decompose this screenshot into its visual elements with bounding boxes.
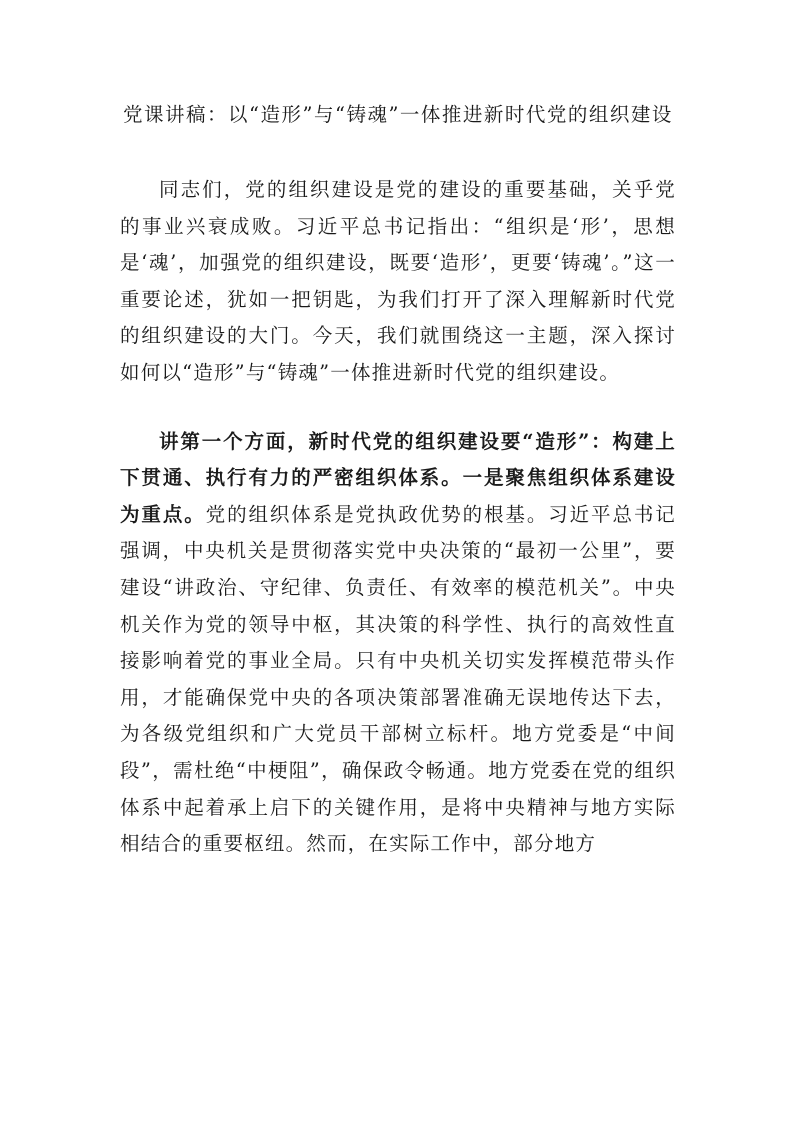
paragraph-section-one (120, 424, 676, 863)
document-title: 党课讲稿：以“造形”与“铸魂”一体推进新时代党的组织建设 (123, 103, 673, 126)
section-one-body: 党的组织体系是党执政优势的根基。习近平总书记强调，中央机关是贯彻落实党中央决策的“最初一公里”，要建设“讲政治、守纪律、负责任、有效率的模范机关”。中央机关作为党的领导中枢，其决策的科学性、执行的高效性直接影响着党的事业全局。只有中央机关切实发挥模范带头作用，才能确保党中央的各项决策部署准确无误地传达下去，为各级党组织和广大党员干部树立标杆。地方党委是“中间段”，需杜绝“中梗阻”，确保政令畅通。地方党委在党的组织体系中起着承上启下的关键作用，是将中央精神与地方实际相结合的重要枢纽。然而，在实际工作中，部分地方 (120, 502, 676, 856)
section-one-heading: 讲第一个方面，新时代党的组织建设要“造形”：构建上下贯通、执行有力的严密组织体系。一是聚焦组织体系建设为重点。 (120, 429, 676, 526)
paragraph-intro-text: 同志们，党的组织建设是党的建设的重要基础，关乎党的事业兴衰成败。习近平总书记指出：“组织是‘形’，思想是‘魂’，加强党的组织建设，既要‘造形’，更要‘铸魂’。”这一重要论述，犹如一把钥匙，为我们打开了深入理解新时代党的组织建设的大门。今天，我们就围绕这一主题，深入探讨如何以“造形”与“铸魂”一体推进新时代党的组织建设。 (120, 178, 676, 384)
paragraph-intro (120, 172, 676, 392)
document-page (120, 92, 676, 863)
